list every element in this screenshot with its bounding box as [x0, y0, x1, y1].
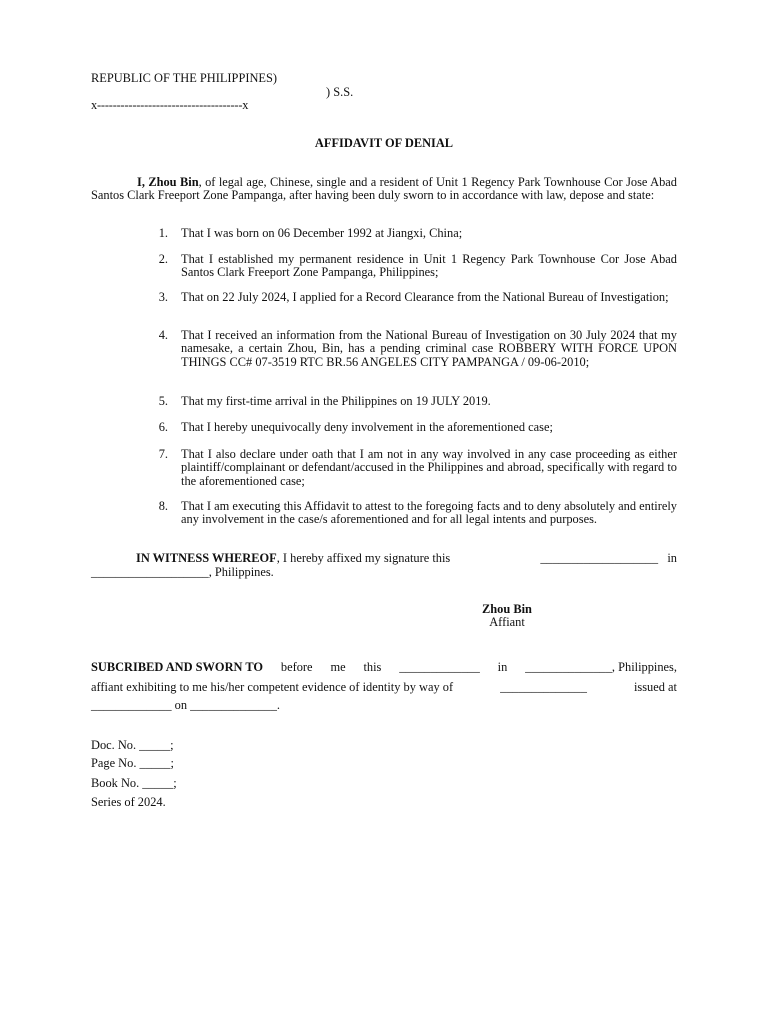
- affiant-signature-name: Zhou Bin: [482, 602, 532, 616]
- series-year: Series of 2024.: [91, 795, 166, 809]
- jurat-issue-place-blank: _____________: [91, 698, 172, 712]
- affiant-role: Affiant: [489, 615, 525, 629]
- item-number: 6.: [158, 420, 168, 434]
- item-number: 2.: [158, 252, 168, 266]
- item-text: That my first-time arrival in the Philippines on 19 JULY 2019.: [181, 394, 491, 408]
- item-text: That on 22 July 2024, I applied for a Record Clearance from the National Bureau of Investigation;: [181, 290, 669, 304]
- republic-header: REPUBLIC OF THE PHILIPPINES): [91, 71, 277, 85]
- header-separator: x-------------------------------------x: [91, 98, 249, 112]
- jurat-place-wrap: [525, 661, 677, 674]
- intro-paragraph: [91, 176, 677, 203]
- item-text: That I hereby unequivocally deny involvement in the aforementioned case;: [181, 420, 553, 434]
- item-number: 3.: [158, 290, 168, 304]
- witness-place-text: , Philippines.: [208, 565, 274, 579]
- doc-no: Doc. No. _____;: [91, 738, 174, 752]
- jurat-date-blank: _____________: [399, 660, 480, 674]
- item-text: That I also declare under oath that I am not in any way involved in any case proceeding as either plaintiff/complainant or defendant/accused in the Philippines and abroad, specifically with regard to the aforementioned case;: [181, 447, 677, 488]
- jurat-lead: SUBCRIBED AND SWORN TO: [91, 660, 264, 674]
- jurat-in: in: [497, 660, 508, 674]
- jurat-period: .: [276, 698, 280, 712]
- jurat-line-1: [91, 661, 677, 674]
- item-text: That I was born on 06 December 1992 at Jiangxi, China;: [181, 226, 463, 240]
- witness-date-wrap: [540, 552, 677, 565]
- item-text: That I am executing this Affidavit to attest to the foregoing facts and to deny absolutely and entirely any involvement in the case/s aforementioned and for all legal intents and purposes.: [181, 499, 677, 527]
- document-title: AFFIDAVIT OF DENIAL: [314, 136, 454, 150]
- jurat-line-2: [91, 681, 677, 694]
- witness-date-blank: ___________________: [540, 551, 659, 565]
- jurat-evidence-text: affiant exhibiting to me his/her competent evidence of identity by way of: [91, 680, 454, 694]
- item-number: 1.: [158, 226, 168, 240]
- item-number: 5.: [158, 394, 168, 408]
- affiant-name-lead: I, Zhou Bin: [137, 175, 199, 189]
- witness-in: in: [667, 551, 677, 565]
- jurat-evidence-blank: ______________: [500, 680, 587, 694]
- jurat-philippines: , Philippines,: [611, 660, 677, 674]
- witness-lead: IN WITNESS WHEREOF: [136, 551, 277, 565]
- jurat-word-before: before: [280, 660, 313, 674]
- item-text: That I received an information from the National Bureau of Investigation on 30 July 2024 that my namesake, a certain Zhou, Bin, has a pending criminal case ROBBERY WITH FORCE UPON THINGS CC# 07-3519 RTC BR.56 ANGELES CITY PAMPANGA / 09-06-2010;: [181, 328, 677, 369]
- jurat-word-me: me: [330, 660, 346, 674]
- jurat-place-blank: ______________: [525, 660, 612, 674]
- jurat-word-this: this: [363, 660, 382, 674]
- intro-text: , of legal age, Chinese, single and a resident of Unit 1 Regency Park Townhouse Cor Jose Abad Santos Clark Freeport Zone Pampanga, after having been duly sworn to in accordance with law, depose and state:: [91, 175, 677, 203]
- item-text: That I established my permanent residence in Unit 1 Regency Park Townhouse Cor Jose Abad Santos Clark Freeport Zone Pampanga, Philippines;: [181, 252, 677, 280]
- book-no: Book No. _____;: [91, 776, 177, 790]
- jurat-issue-date-blank: ______________: [190, 698, 277, 712]
- witness-line-1: [91, 552, 677, 565]
- witness-line-2: [91, 566, 274, 579]
- item-number: 4.: [158, 328, 168, 342]
- jurat-on: on: [174, 698, 188, 712]
- witness-lead-wrap: [91, 552, 450, 565]
- item-number: 7.: [158, 447, 168, 461]
- jurat-line-3: [91, 699, 280, 712]
- page-no: Page No. _____;: [91, 756, 174, 770]
- jurat-issued-at: issued at: [633, 680, 677, 694]
- witness-text: , I hereby affixed my signature this: [276, 551, 451, 565]
- ss-marker: ) S.S.: [326, 85, 354, 99]
- witness-place-blank: ___________________: [91, 565, 209, 579]
- item-number: 8.: [158, 499, 168, 513]
